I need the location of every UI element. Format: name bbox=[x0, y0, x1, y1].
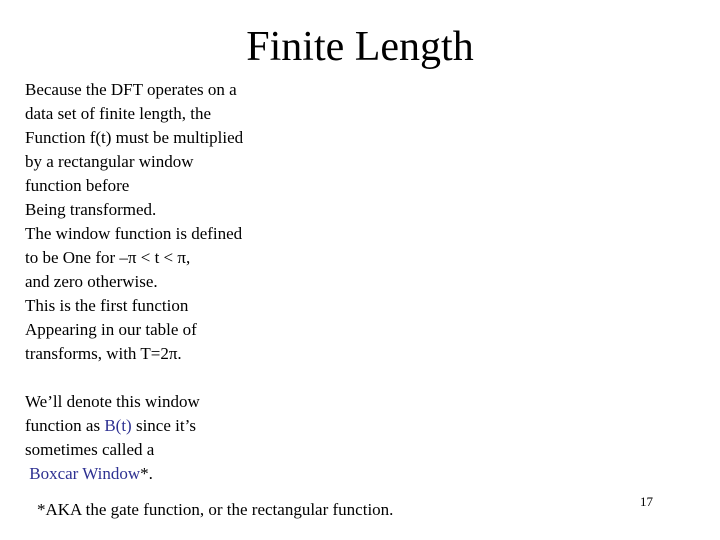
body-line: Function f(t) must be multiplied bbox=[25, 128, 244, 147]
body-line: to be One for –π < t < π, bbox=[25, 248, 191, 267]
body-line bbox=[25, 414, 365, 438]
slide-title: Finite Length bbox=[246, 24, 474, 70]
boxcar-window-term: Boxcar Window bbox=[25, 464, 141, 483]
body-text-run: *. bbox=[140, 464, 153, 483]
body-line: function before bbox=[25, 176, 130, 195]
slide-body bbox=[25, 78, 365, 486]
body-line: This is the first function bbox=[25, 296, 189, 315]
body-text-run: function as bbox=[25, 416, 105, 435]
body-line: transforms, with T=2π. bbox=[25, 344, 182, 363]
body-line: and zero otherwise. bbox=[25, 272, 158, 291]
body-line: Because the DFT operates on a bbox=[25, 80, 237, 99]
body-line: sometimes called a bbox=[25, 440, 155, 459]
body-line: We’ll denote this window bbox=[25, 392, 200, 411]
body-line: The window function is defined bbox=[25, 224, 243, 243]
body-line: by a rectangular window bbox=[25, 152, 194, 171]
body-line: Appearing in our table of bbox=[25, 320, 197, 339]
body-text-run: since it’s bbox=[131, 416, 196, 435]
slide-number: 17 bbox=[640, 494, 653, 509]
boxcar-symbol: B(t) bbox=[104, 416, 132, 435]
footnote: *AKA the gate function, or the rectangular function. bbox=[37, 500, 394, 519]
paragraph-gap bbox=[25, 366, 365, 390]
body-line: data set of finite length, the bbox=[25, 104, 211, 123]
body-line: Being transformed. bbox=[25, 200, 157, 219]
body-line bbox=[25, 462, 365, 486]
